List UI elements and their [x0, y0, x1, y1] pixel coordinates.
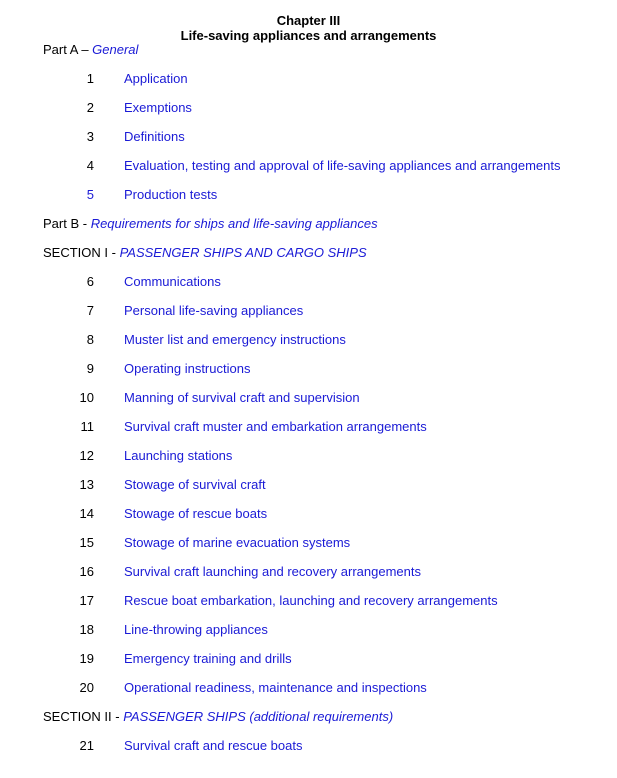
entry-link[interactable]: Definitions: [124, 129, 185, 144]
entry-number: 7: [86, 303, 94, 318]
section-2-lead: SECTION II: [43, 709, 112, 724]
entry-link[interactable]: Survival craft and rescue boats: [124, 738, 303, 753]
section-1-separator: -: [108, 245, 120, 260]
part-b-topic-link[interactable]: Requirements for ships and life-saving appliances: [90, 216, 378, 231]
toc-entry-9[interactable]: [0, 361, 617, 377]
chapter-label: Chapter III: [276, 13, 341, 28]
toc-entry-13[interactable]: [0, 477, 617, 493]
section-1-lead: SECTION I: [43, 245, 109, 260]
toc-entry-3[interactable]: [0, 129, 617, 145]
part-b-lead: Part B: [43, 216, 80, 231]
toc-entry-18[interactable]: [0, 622, 617, 638]
part-b-separator: -: [79, 216, 91, 231]
entry-number: 10: [79, 390, 94, 405]
toc-entry-20[interactable]: [0, 680, 617, 696]
entry-link[interactable]: Operating instructions: [124, 361, 251, 376]
entry-number: 11: [80, 419, 94, 434]
entry-link[interactable]: Personal life-saving appliances: [124, 303, 304, 318]
entry-number: 17: [79, 593, 94, 608]
entry-link[interactable]: Application: [124, 71, 188, 86]
entry-link[interactable]: Rescue boat embarkation, launching and recovery arrangements: [124, 593, 498, 608]
entry-link[interactable]: Stowage of survival craft: [124, 477, 266, 492]
toc-entry-5[interactable]: [0, 187, 617, 203]
entry-link[interactable]: Communications: [124, 274, 221, 289]
part-b-heading: [43, 216, 378, 232]
section-2-topic-link[interactable]: PASSENGER SHIPS (additional requirements): [123, 709, 394, 724]
entry-link[interactable]: Line-throwing appliances: [124, 622, 268, 637]
part-a-lead: Part A: [43, 42, 78, 57]
entry-number: 6: [86, 274, 94, 289]
entry-link[interactable]: Muster list and emergency instructions: [124, 332, 346, 347]
toc-entry-4[interactable]: [0, 158, 617, 174]
chapter-title: Life-saving appliances and arrangements: [180, 28, 437, 43]
part-a-separator: –: [77, 42, 93, 57]
entry-number: 14: [79, 506, 94, 521]
toc-entry-19[interactable]: [0, 651, 617, 667]
toc-entry-11[interactable]: [0, 419, 617, 435]
entry-number: 9: [86, 361, 94, 376]
entry-number: 2: [86, 100, 94, 115]
part-a-topic-link[interactable]: General: [92, 42, 139, 57]
toc-entry-14[interactable]: [0, 506, 617, 522]
entry-link[interactable]: Survival craft launching and recovery arrangements: [124, 564, 421, 579]
entry-number: 16: [79, 564, 94, 579]
toc-entry-15[interactable]: [0, 535, 617, 551]
entry-link[interactable]: Stowage of rescue boats: [124, 506, 268, 521]
entry-link[interactable]: Exemptions: [124, 100, 192, 115]
toc-entry-12[interactable]: [0, 448, 617, 464]
entry-link[interactable]: Launching stations: [124, 448, 233, 463]
section-1-topic-link[interactable]: PASSENGER SHIPS AND CARGO SHIPS: [119, 245, 367, 260]
entry-number: 3: [86, 129, 94, 144]
entry-number: 18: [79, 622, 94, 637]
entry-link[interactable]: Manning of survival craft and supervision: [124, 390, 360, 405]
section-1-heading: [43, 245, 367, 261]
toc-entry-17[interactable]: [0, 593, 617, 609]
toc-entry-2[interactable]: [0, 100, 617, 116]
entry-number: 1: [86, 71, 94, 86]
entry-link[interactable]: Stowage of marine evacuation systems: [124, 535, 351, 550]
entry-number: 13: [79, 477, 94, 492]
entry-number: 20: [79, 680, 94, 695]
entry-number: 15: [79, 535, 94, 550]
toc-entry-16[interactable]: [0, 564, 617, 580]
toc-entry-1[interactable]: [0, 71, 617, 87]
entry-link[interactable]: Operational readiness, maintenance and inspections: [124, 680, 427, 695]
entry-number: 4: [86, 158, 94, 173]
toc-entry-7[interactable]: [0, 303, 617, 319]
entry-link[interactable]: Survival craft muster and embarkation arrangements: [124, 419, 427, 434]
entry-number: 19: [79, 651, 94, 666]
section-2-heading: [43, 709, 393, 725]
entry-number: 8: [86, 332, 94, 347]
entry-number: 5: [86, 187, 94, 202]
part-a-heading: [43, 42, 138, 58]
toc-entry-21[interactable]: [0, 738, 617, 754]
entry-link[interactable]: Production tests: [124, 187, 218, 202]
toc-entry-6[interactable]: [0, 274, 617, 290]
toc-entry-10[interactable]: [0, 390, 617, 406]
entry-link[interactable]: Emergency training and drills: [124, 651, 292, 666]
section-2-separator: -: [111, 709, 124, 724]
toc-entry-8[interactable]: [0, 332, 617, 348]
entry-number: 21: [79, 738, 94, 753]
entry-number: 12: [79, 448, 94, 463]
entry-link[interactable]: Evaluation, testing and approval of life-saving appliances and arrangements: [124, 158, 561, 173]
